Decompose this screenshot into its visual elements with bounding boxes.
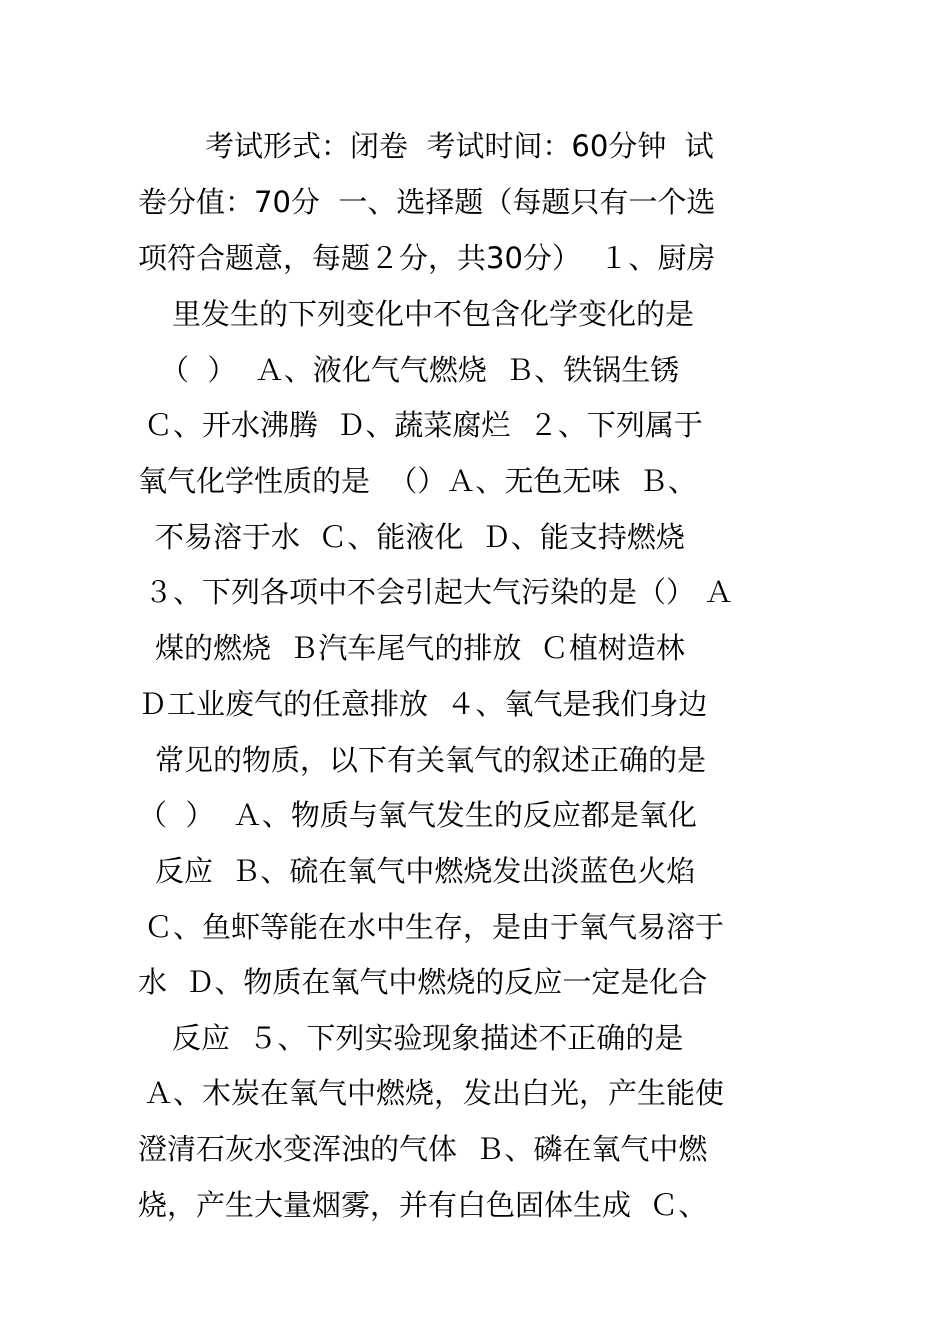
text-line: Ｄ工业废气的任意排放 ４、氧气是我们身边	[138, 687, 708, 721]
text-line: （ ） Ａ、物质与氧气发生的反应都是氧化	[138, 798, 697, 832]
text-line: Ｃ、鱼虾等能在水中生存，是由于氧气易溶于	[144, 910, 725, 944]
text-line: 不易溶于水 Ｃ、能液化 Ｄ、能支持燃烧	[155, 520, 685, 554]
text-line: 卷分值：70分 一、选择题（每题只有一个选	[138, 185, 716, 219]
text-line: 水 Ｄ、物质在氧气中燃烧的反应一定是化合	[138, 965, 708, 999]
text-line: 常见的物质，以下有关氧气的叙述正确的是	[155, 743, 707, 777]
text-line: 氧气化学性质的是 （）Ａ、无色无味 Ｂ、	[138, 464, 697, 498]
text-line: 澄清石灰水变浑浊的气体 Ｂ、磷在氧气中燃	[138, 1132, 708, 1166]
text-line: Ｃ、开水沸腾 Ｄ、蔬菜腐烂 ２、下列属于	[144, 408, 703, 442]
text-line: 项符合题意，每题２分，共30分） １、厨房	[138, 241, 716, 275]
text-line: （ ） Ａ、液化气气燃烧 Ｂ、铁锅生锈	[160, 353, 680, 387]
text-line: 考试形式：闭卷 考试时间：60分钟 试	[205, 129, 714, 163]
text-line: 反应 ５、下列实验现象描述不正确的是	[172, 1021, 684, 1055]
text-line: 烧，产生大量烟雾，并有白色固体生成 Ｃ、	[138, 1188, 708, 1222]
text-line: 反应 Ｂ、硫在氧气中燃烧发出淡蓝色火焰	[155, 854, 696, 888]
text-line: ３、下列各项中不会引起大气污染的是（） Ａ	[144, 575, 734, 609]
text-line: 里发生的下列变化中不包含化学变化的是	[172, 297, 695, 331]
text-line: Ａ、木炭在氧气中燃烧，发出白光，产生能使	[144, 1076, 725, 1110]
text-line: 煤的燃烧 Ｂ汽车尾气的排放 Ｃ植树造林	[155, 631, 685, 665]
